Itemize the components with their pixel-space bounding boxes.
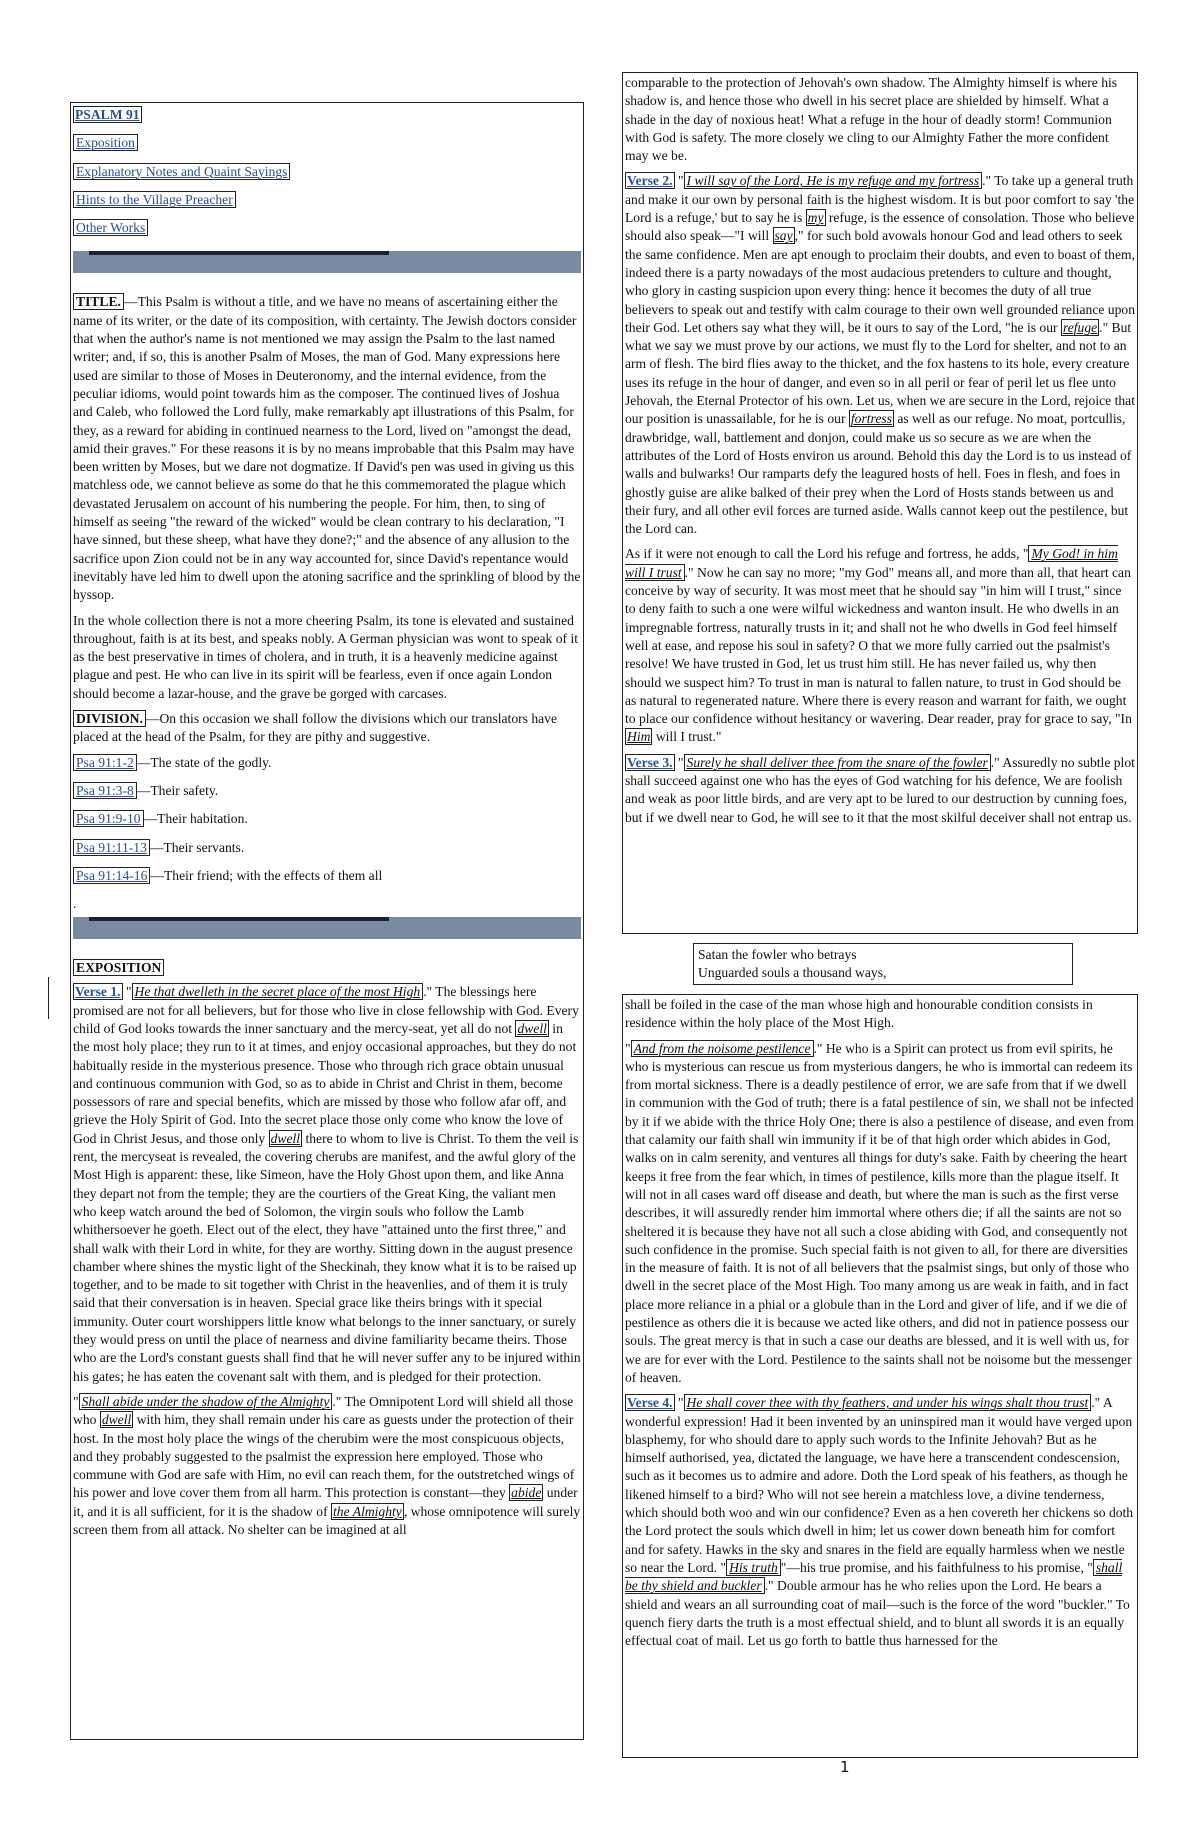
emphasis-word: abide	[511, 1485, 542, 1501]
nav-title	[73, 106, 581, 124]
pestilence-paragraph: " And from the noisome pestilence ." He who is a Spirit can protect us from evil spirits, he who is mysterious can rescue us from mysterious dangers, he who is immortal can redeem its from mortal sickness. There is a deadly pestilence of error, we are safe from that if we dwell in communion with the God of truth; there is a fatal pestilence of sin, we shall not be infected by it if we abide with the thrice Holy One; there is also a pestilence of disease, and even from that calamity our faith shall win immunity if it be of that high order which abides in God, walks on in calm serenity, and ventures all things for duty's sake. Faith by cheering the heart keeps it free from the fear which, in times of pestilence, kills more than the plague itself. It will not in all cases ward off disease and death, but where the man is such as the first verse describes, it will assuredly render him immortal where others die; if all the saints are not so sheltered it is because they have not all such a close abiding with God, and consequently not such confidence in the promise. Such special faith is not given to all, for there are diversities in the measure of faith. It is not of all believers that the psalmist sings, but only of those who dwell in the secret place of the Most High. Too many among us are weak in faith, and in fact place more reliance in a phial or a globule than in the Lord and giver of life, and if we die of pestilence as others die it is because we acted like others, and did not in patience possess our souls. The great mercy is that in such a case our deaths are blessed, and it is well with us, for we are for ever with the Lord. Pestilence to the saints shall not be noisome but the messenger of heaven.	[625, 1040, 1134, 1385]
emphasis-word: dwell	[101, 1412, 132, 1428]
verse-1-paragraph: Verse 1. " He that dwelleth in the secret place of the most High ." The blessings here promised are not for all believers, but for those who live in close fellowship with God. Every child of God looks towards the inner sanctuary and the mercy-seat, yet all do not dwell in the most holy place; they run to it at times, and enjoy occasional approaches, but they do not habitually reside in the mysterious presence. Those who through rich grace obtain unusual and continuous communion with God, so as to abide in Christ and Christ in them, become possessors of rare and special benefits, which are missed by those who follow afar off, and grieve the Holy Spirit of God. Into the secret place those only come who know the love of God in Christ Jesus, and those only dwell there to whom to live is Christ. To them the veil is rent, the mercyseat is revealed, the covering cherubs are manifest, and the awful glory of the Most High is apparent: these, like Simeon, have the Holy Ghost upon them, and like Anna they depart not from the temple; they are the courtiers of the Great King, the valiant men who keep watch around the bed of Solomon, the virgin souls who follow the Lamb whithersoever he goeth. Elect out of the elect, they have "attained unto the first three," and shall walk with their Lord in white, for they are worthy. Sitting down in the august presence chamber where shines the mystic light of the Sheckinah, they know what it is to be raised up together, and to be made to sit together with Christ in the heavenlies, and of them it is truly said that their conversation is in heaven. Special grace like theirs brings with it special immunity. Outer court worshippers little know what belongs to the inner sanctuary, or surely they would press on until the place of nearness and divine familiarity became theirs. Those who are the Lord's constant guests shall find that he will never suffer any to be injured within his gates; he has eaten the covenant salt with them, and is pledged for their protection.	[73, 984, 581, 1384]
division-item: Psa 91:1-2 —The state of the godly.	[73, 754, 581, 772]
text-cursor	[48, 977, 49, 1019]
title-paragraph: TITLE. —This Psalm is without a title, and we have no means of ascertaining either the name of its writer, or the date of its composition, with certainty. The Jewish doctors consider that when the author's name is not mentioned we may assign the Psalm to the last named writer; and, if so, this is another Psalm of Moses, the man of God. Many expressions here used are similar to those of Moses in Deuteronomy, and the internal evidence, from the peculiar idioms, would point towards him as the composer. The continued lives of Joshua and Caleb, who followed the Lord fully, make remarkably apt illustrations of this Psalm, for they, as a reward for abiding in continued nearness to the Lord, lived on "amongst the dead, amid their graves." For these reasons it is by no means improbable that this Psalm may have been written by Moses, but we dare not dogmatize. If David's pen was used in giving us this matchless ode, we cannot believe as some do that he this commemorated the plague which devastated Jerusalem on account of his numbering the people. For him, then, to sing of himself as seeing "the reward of the wicked" would be clean contrary to his declaration, "I have sinned, but these sheep, what have they done?;" and the absence of any allusion to the sacrifice upon Zion could not be in any way accounted for, since David's repentance would inevitably have led him to dwell upon the atoning sacrifice and the sprinkling of blood by the hyssop.	[73, 294, 581, 603]
division-link[interactable]: Psa 91:1-2	[73, 754, 137, 771]
emphasis-word: my	[807, 210, 824, 226]
my-god-quote: My God! in him will I trust	[625, 546, 1118, 580]
emphasis-word: Him	[627, 729, 651, 745]
verse-3-quote: Surely he shall deliver thee from the snare of the fowler	[684, 754, 991, 771]
link-hints-village-preacher[interactable]: Hints to the Village Preacher	[73, 191, 236, 208]
emphasis-word: refuge	[1062, 319, 1098, 335]
section-divider	[73, 917, 581, 939]
division-link[interactable]: Psa 91:11-13	[73, 839, 150, 856]
division-item: Psa 91:3-8 —Their safety.	[73, 782, 581, 800]
right-column-bottom	[622, 994, 1138, 1758]
link-other-works[interactable]: Other Works	[73, 219, 148, 236]
division-item: Psa 91:9-10 —Their habitation.	[73, 810, 581, 828]
verse-2-paragraph: Verse 2. " I will say of the Lord, He is my refuge and my fortress ." To take up a general truth and make it our own by personal faith is the highest wisdom. It is but poor comfort to say 'the Lord is a refuge,' but to say he is my refuge, is the essence of consolation. Those who believe should also speak—"I will say ," for such bold avowals honour God and lead others to seek the same confidence. Men are apt enough to proclaim their doubts, and even to boast of them, indeed there is a party nowadays of the most audacious pretenders to culture and thought, who glory in casting suspicion upon every thing: hence it becomes the duty of all true believers to speak out and testify with calm courage to their own well grounded reliance upon their God. Let others say what they will, be it ours to say of the Lord, "he is our refuge ." But what we say we must prove by our actions, we must fly to the Lord for shelter, and not to an arm of flesh. The bird flies away to the thicket, and the fox hastens to its hole, every creature uses its refuge in the hour of danger, and even so in all peril or fear of peril let us flee unto Jehovah, the Eternal Protector of his own. Let us, when we are secure in the Lord, rejoice that our position is unassailable, for he is our fortress as well as our refuge. No moat, portcullis, drawbridge, wall, battlement and donjon, could make us so secure as we are when the attributes of the Lord of Hosts environ us around. Behold this day the Lord is to us instead of walls and bulwarks! Our ramparts defy the leagured hosts of hell. Foes in flesh, and foes in ghostly guise are alike balked of their prey when the Lord of Hosts stands between us and their fury, and all other evil forces are turned aside. Walls cannot keep out the pestilence, but the Lord can.	[625, 173, 1135, 537]
verse-4-paragraph: Verse 4. " He shall cover thee with thy feathers, and under his wings shalt thou trust ." A wonderful expression! Had it been invented by an uninspired man it would have verged upon blasphemy, for who should dare to apply such words to the Infinite Jehovah? But as he himself authorised, yea, dictated the language, we have here a transcendent condescension, such as it becomes us to admire and adore. Doth the Lord speak of his feathers, as though he likened himself to a bird? Who will not see herein a matchless love, a divine tenderness, which should both woo and win our confidence? Even as a hen covereth her chickens so doth the Lord protect the souls which dwell in him; let us cower down beneath him for comfort and for safety. Hawks in the sky and snares in the field are equally harmless when we nestle so near the Lord. " His truth "—his true promise, and his faithfulness to his promise, " shall be thy shield and buckler ." Double armour has he who relies upon the Lord. He bears a shield and wears an all surrounding coat of mail—such is the force of the word "buckler." To quench fiery darts the truth is a most effectual shield, and to blunt all swords it is an equally effectual coat of mail. Let us go forth to battle thus harnessed for the	[625, 1395, 1134, 1649]
verse-1-quote: He that dwelleth in the secret place of the most High	[132, 983, 424, 1000]
exposition-heading: EXPOSITION	[73, 959, 164, 976]
verse-2-paragraph-2: As if it were not enough to call the Lord his refuge and fortress, he adds, " My God! in him will I trust ." Now he can say no more; "my God" means all, and more than all, that heart can conceive by way of security. It was most meet that he should say "in him will I trust," since to deny faith to such a one were wilful wickedness and wanton insult. He who dwells in an impregnable fortress, naturally trusts in it; and shall not he who dwells in God feel himself well at ease, and repose his soul in safety? O that we more fully carried out the psalmist's resolve! We have trusted in God, let us trust him still. He has never failed us, why then should we suspect him? To trust in man is natural to fallen nature, to trust in God should be as natural to regenerated nature. Where there is every reason and warrant for faith, we ought to place our confidence without hesitancy or wavering. Dear reader, pray for grace to say, "In Him will I trust."	[625, 546, 1132, 745]
division-link[interactable]: Psa 91:3-8	[73, 782, 137, 799]
division-item: Psa 91:11-13 —Their servants.	[73, 839, 581, 857]
verse-1-label[interactable]: Verse 1.	[75, 984, 121, 1000]
verse-3-label[interactable]: Verse 3.	[627, 754, 673, 770]
emphasis-word: fortress	[850, 411, 892, 427]
emphasis-word: dwell	[517, 1020, 547, 1036]
division-item: Psa 91:14-16 —Their friend; with the effects of them all	[73, 867, 581, 885]
verse-1-paragraph-2: " Shall abide under the shadow of the Almighty ." The Omnipotent Lord will shield all those who dwell with him, they shall remain under his care as guests under the protection of their host. In the most holy place the wings of the cherubim were the most conspicuous objects, and they probably suggested to the psalmist the expression here employed. Those who commune with God are safe with Him, no evil can reach them, for the outstretched wings of his power and love cover them from all harm. This protection is constant—they abide under it, and it is all sufficient, for it is the shadow of the Almighty , whose omnipotence will surely screen them from all attack. No shelter can be imagined at all	[73, 1393, 581, 1537]
emphasis-word: the Almighty	[333, 1503, 402, 1519]
link-explanatory-notes[interactable]: Explanatory Notes and Quaint Sayings	[73, 163, 290, 180]
emphasis-word: say	[774, 228, 793, 244]
verse-2-quote: I will say of the Lord, He is my refuge and my fortress	[684, 172, 983, 189]
division-link[interactable]: Psa 91:9-10	[73, 810, 144, 827]
right-column-top	[622, 72, 1138, 934]
left-column	[70, 102, 584, 1740]
pestilence-quote: And from the noisome pestilence	[631, 1040, 814, 1057]
continuation-paragraph: comparable to the protection of Jehovah's own shadow. The Almighty himself is where his shadow is, and hence those who dwell in his secret place are shielded by himself. What a shade in the day of noxious heat! What a refuge in the hour of deadly storm! Communion with God is safety. The more closely we cling to our Almighty Father the more confident may we be.	[625, 75, 1118, 164]
verse-4-label[interactable]: Verse 4.	[627, 1395, 673, 1411]
almighty-quote: Shall abide under the shadow of the Almighty	[79, 1393, 333, 1410]
link-exposition[interactable]: Exposition	[73, 134, 138, 151]
fowler-continuation: shall be foiled in the case of the man whose high and honourable condition consists in residence within the holy place of the Most High.	[625, 997, 1093, 1031]
division-paragraph: DIVISION. —On this occasion we shall follow the divisions which our translators have placed at the head of the Psalm, for they are pithy and suggestive.	[73, 711, 557, 745]
psalm-title[interactable]: PSALM 91	[75, 107, 140, 122]
intro-paragraph-2: In the whole collection there is not a more cheering Psalm, its tone is elevated and sustained throughout, faith is at its best, and speaks nobly. A German physician was wont to speak of it as the best preservative in times of cholera, and in truth, it is a heavenly medicine against plague and pest. He who can live in its spirit will be fearless, even if once again London should become a lazar-house, and the grave be gorged with carcases.	[73, 612, 579, 701]
division-label: DIVISION.	[73, 710, 146, 727]
verse-4-quote: He shall cover thee with thy feathers, and under his wings shalt thou trust	[684, 1394, 1092, 1411]
division-link[interactable]: Psa 91:14-16	[73, 867, 150, 884]
his-truth-quote: His truth	[726, 1559, 781, 1576]
poem-line: Satan the fowler who betrays	[698, 947, 857, 962]
emphasis-word: dwell	[270, 1130, 301, 1146]
page-number: 1	[840, 1758, 850, 1776]
section-divider	[73, 251, 581, 273]
shield-buckler-quote: shall be thy shield and buckler	[625, 1559, 1123, 1594]
title-label: TITLE.	[73, 293, 124, 310]
poem-line: Unguarded souls a thousand ways,	[698, 965, 887, 980]
verse-2-label[interactable]: Verse 2.	[627, 173, 673, 189]
poem-quote	[693, 943, 1073, 985]
verse-3-paragraph: Verse 3. " Surely he shall deliver thee from the snare of the fowler ." Assuredly no subtle plot shall succeed against one who has the eyes of God watching for his defence, We are foolish and weak as poor little birds, and are very apt to be lured to our destruction by cunning foes, but if we dwell near to God, he will see to it that the most skilful deceiver shall not entrap us.	[625, 754, 1135, 825]
exposition-heading-line	[73, 959, 581, 977]
dot-line: .	[73, 896, 77, 912]
